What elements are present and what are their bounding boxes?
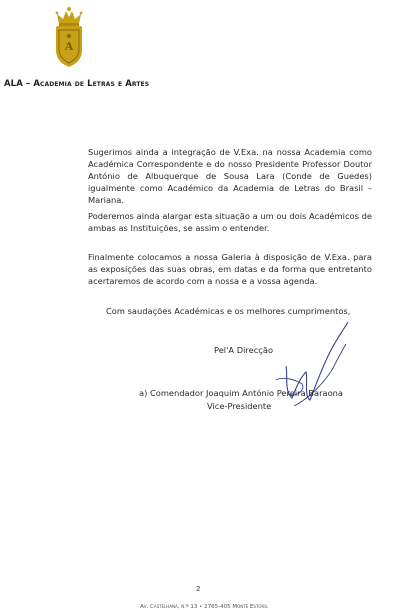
organization-name: ALA – Academia de Letras e Artes (4, 79, 150, 89)
crowned-shield-crest-icon (52, 6, 86, 68)
closing-greeting: Com saudações Académicas e os melhores cumprimentos, (106, 306, 351, 316)
page-number: 2 (196, 585, 201, 593)
pel-direccao: Pel'A Direcção (214, 345, 274, 355)
paragraph-integration: Sugerimos ainda a integração de V.Exa. na nossa Academia como Académica Correspondente e do nosso Presidente Professor Doutor António de Albuquerque de Sousa Lara (Conde de Guedes) igualmente como Académico da Academia de Letras do Brasil – Mariana. (88, 147, 372, 205)
signatory-name: a) Comendador Joaquim António Pereira Baraona (139, 388, 343, 398)
paragraph-extension: Poderemos ainda alargar esta situação a um ou dois Académicos de ambas as Instituições, se assim o entender. (88, 211, 372, 233)
signatory-title: Vice-Presidente (207, 401, 272, 411)
paragraph-gallery: Finalmente colocamos a nossa Galeria à disposição de V.Exa. para as exposições das suas obras, em datas e da forma que entretanto acertaremos de acordo com a nossa e a vossa agenda. (88, 252, 372, 286)
footer-address: Av. Castelhana, n.º 13 • 2765-405 Monte Estoril (140, 604, 268, 610)
svg-text:A: A (64, 40, 74, 53)
